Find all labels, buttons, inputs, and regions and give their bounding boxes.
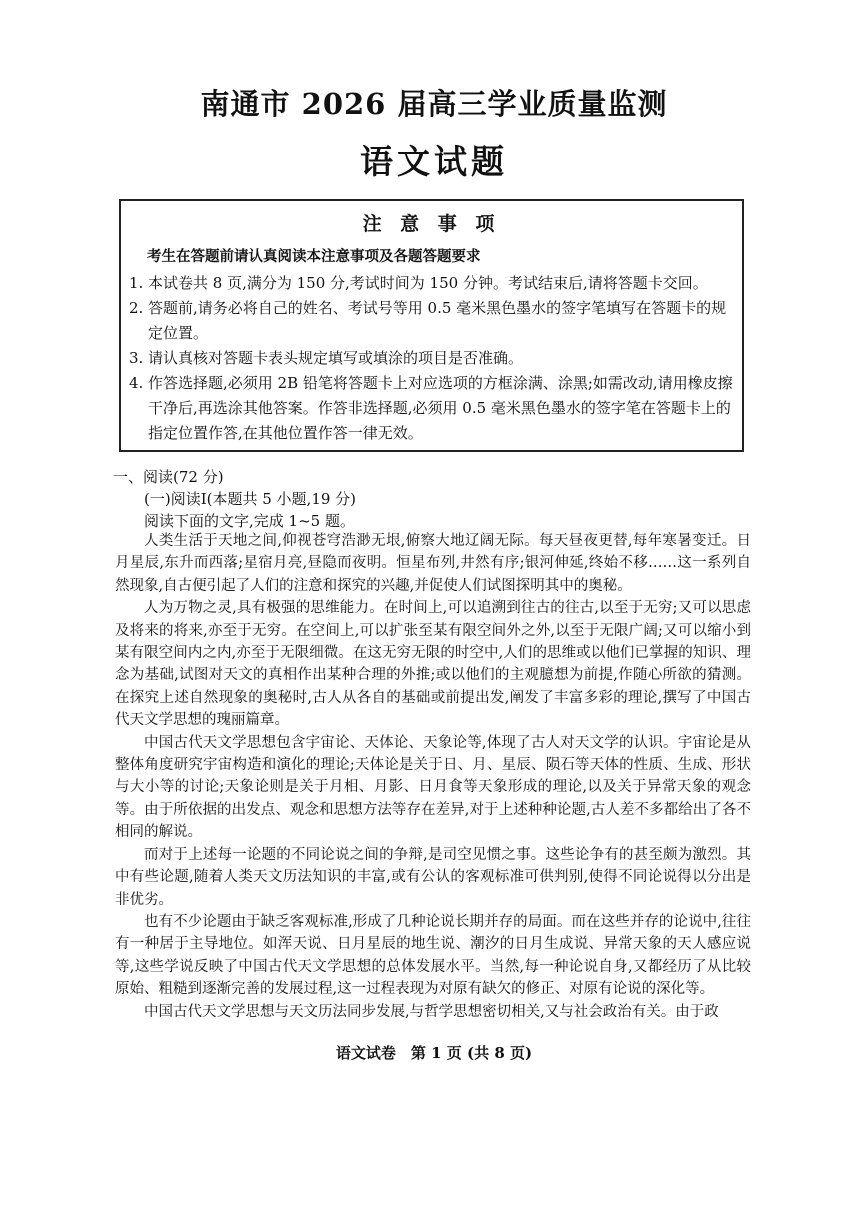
- notice-item-4: [129, 371, 737, 446]
- notice-item-number: 4.: [129, 374, 144, 392]
- notice-item-number: 3.: [129, 349, 144, 367]
- passage-paragraph: 而对于上述每一论题的不同论说之间的争辩,是司空见惯之事。这些论争有的甚至颇为激烈。其中有些论题,随着人类天文历法知识的丰富,或有公认的客观标准可供判别,使得不同论说得以分出是非优劣。: [115, 846, 751, 908]
- notice-item-text: 作答选择题,必须用 2B 铅笔将答题卡上对应选项的方框涂满、涂黑;如需改动,请用橡皮擦干净后,再选涂其他答案。作答非选择题,必须用 0.5 毫米黑色墨水的签字笔在答题卡上的指定位置作答,在其他位置作答一律无效。: [148, 374, 733, 442]
- notice-item-text: 请认真核对答题卡表头规定填写或填涂的项目是否准确。: [148, 349, 524, 367]
- notice-item-2: [129, 296, 737, 346]
- exam-subject-title: 语文试题: [360, 142, 508, 181]
- passage-paragraph: 也有不少论题由于缺乏客观标准,形成了几种论说长期并存的局面。而在这些并存的论说中,往往有一种居于主导地位。如浑天说、日月星辰的地生说、潮汐的日月生成说、异常天象的天人感应说等,这些学说反映了中国古代天文学思想的总体发展水平。当然,每一种论说自身,又都经历了从比较原始、粗糙到逐渐完善的发展过程,这一过程表现为对原有缺欠的修正、对原有论说的深化等。: [115, 913, 751, 998]
- reading-passage: [115, 530, 751, 1023]
- notice-item-number: 2.: [129, 299, 144, 317]
- subsection-heading: (一)阅读Ⅰ(本题共 5 小题,19 分): [144, 490, 357, 508]
- notice-item-number: 1.: [129, 274, 144, 292]
- reading-instruction: 阅读下面的文字,完成 1~5 题。: [144, 512, 355, 530]
- section-heading: 一、阅读(72 分): [113, 468, 224, 486]
- notice-heading: 注 意 事 项: [362, 213, 501, 235]
- passage-paragraph: 人类生活于天地之间,仰视苍穹浩渺无垠,俯察大地辽阔无际。每天昼夜更替,每年寒暑变迁。日月星辰,东升而西落;星宿月亮,昼隐而夜明。恒星布列,井然有序;银河伸延,终始不移……这一系列自然现象,自古便引起了人们的注意和探究的兴趣,并促使人们试图探明其中的奥秘。: [115, 533, 751, 594]
- exam-title: 南通市 2026 届高三学业质量监测: [200, 87, 668, 121]
- passage-paragraph: 人为万物之灵,具有极强的思维能力。在时间上,可以追溯到往古的往古,以至于无穷;又可以思虑及将来的将来,亦至于无穷。在空间上,可以扩张至某有限空间外之外,以至于无限广阔;又可以缩小到某有限空间内之内,亦至于无限细微。在这无穷无限的时空中,人们的思维或以他们已掌握的知识、理念为基础,试图对天文的真相作出某种合理的外推;或以他们的主观臆想为前提,作随心所欲的猜测。在探究上述自然现象的奥秘时,古人从各自的基础或前提出发,阐发了丰富多彩的理论,撰写了中国古代天文学思想的瑰丽篇章。: [115, 600, 751, 729]
- notice-box: [119, 199, 744, 452]
- passage-paragraph: 中国古代天文学思想包含宇宙论、天体论、天象论等,体现了古人对天文学的认识。宇宙论是从整体角度研究宇宙构造和演化的理论;天体论是关于日、月、星辰、陨石等天体的性质、生成、形状与大小等的讨论;天象论则是关于月相、月影、日月食等天象形成的理论,以及关于异常天象的观念等。由于所依据的出发点、观念和思想方法等存在差异,对于上述种种论题,古人差不多都给出了各不相同的解说。: [115, 734, 751, 841]
- notice-item-text: 答题前,请务必将自己的姓名、考试号等用 0.5 毫米黑色墨水的签字笔填写在答题卡的规定位置。: [148, 299, 727, 342]
- page-footer: 语文试卷 第 1 页 (共 8 页): [335, 1044, 533, 1062]
- passage-paragraph: 中国古代天文学思想与天文历法同步发展,与哲学思想密切相关,又与社会政治有关。由于政: [144, 1003, 719, 1020]
- notice-lead: 考生在答题前请认真阅读本注意事项及各题答题要求: [147, 248, 481, 265]
- notice-item-3: [129, 346, 737, 371]
- notice-item-text: 本试卷共 8 页,满分为 150 分,考试时间为 150 分钟。考试结束后,请将答题卡交回。: [148, 274, 708, 292]
- notice-item-1: [129, 271, 737, 296]
